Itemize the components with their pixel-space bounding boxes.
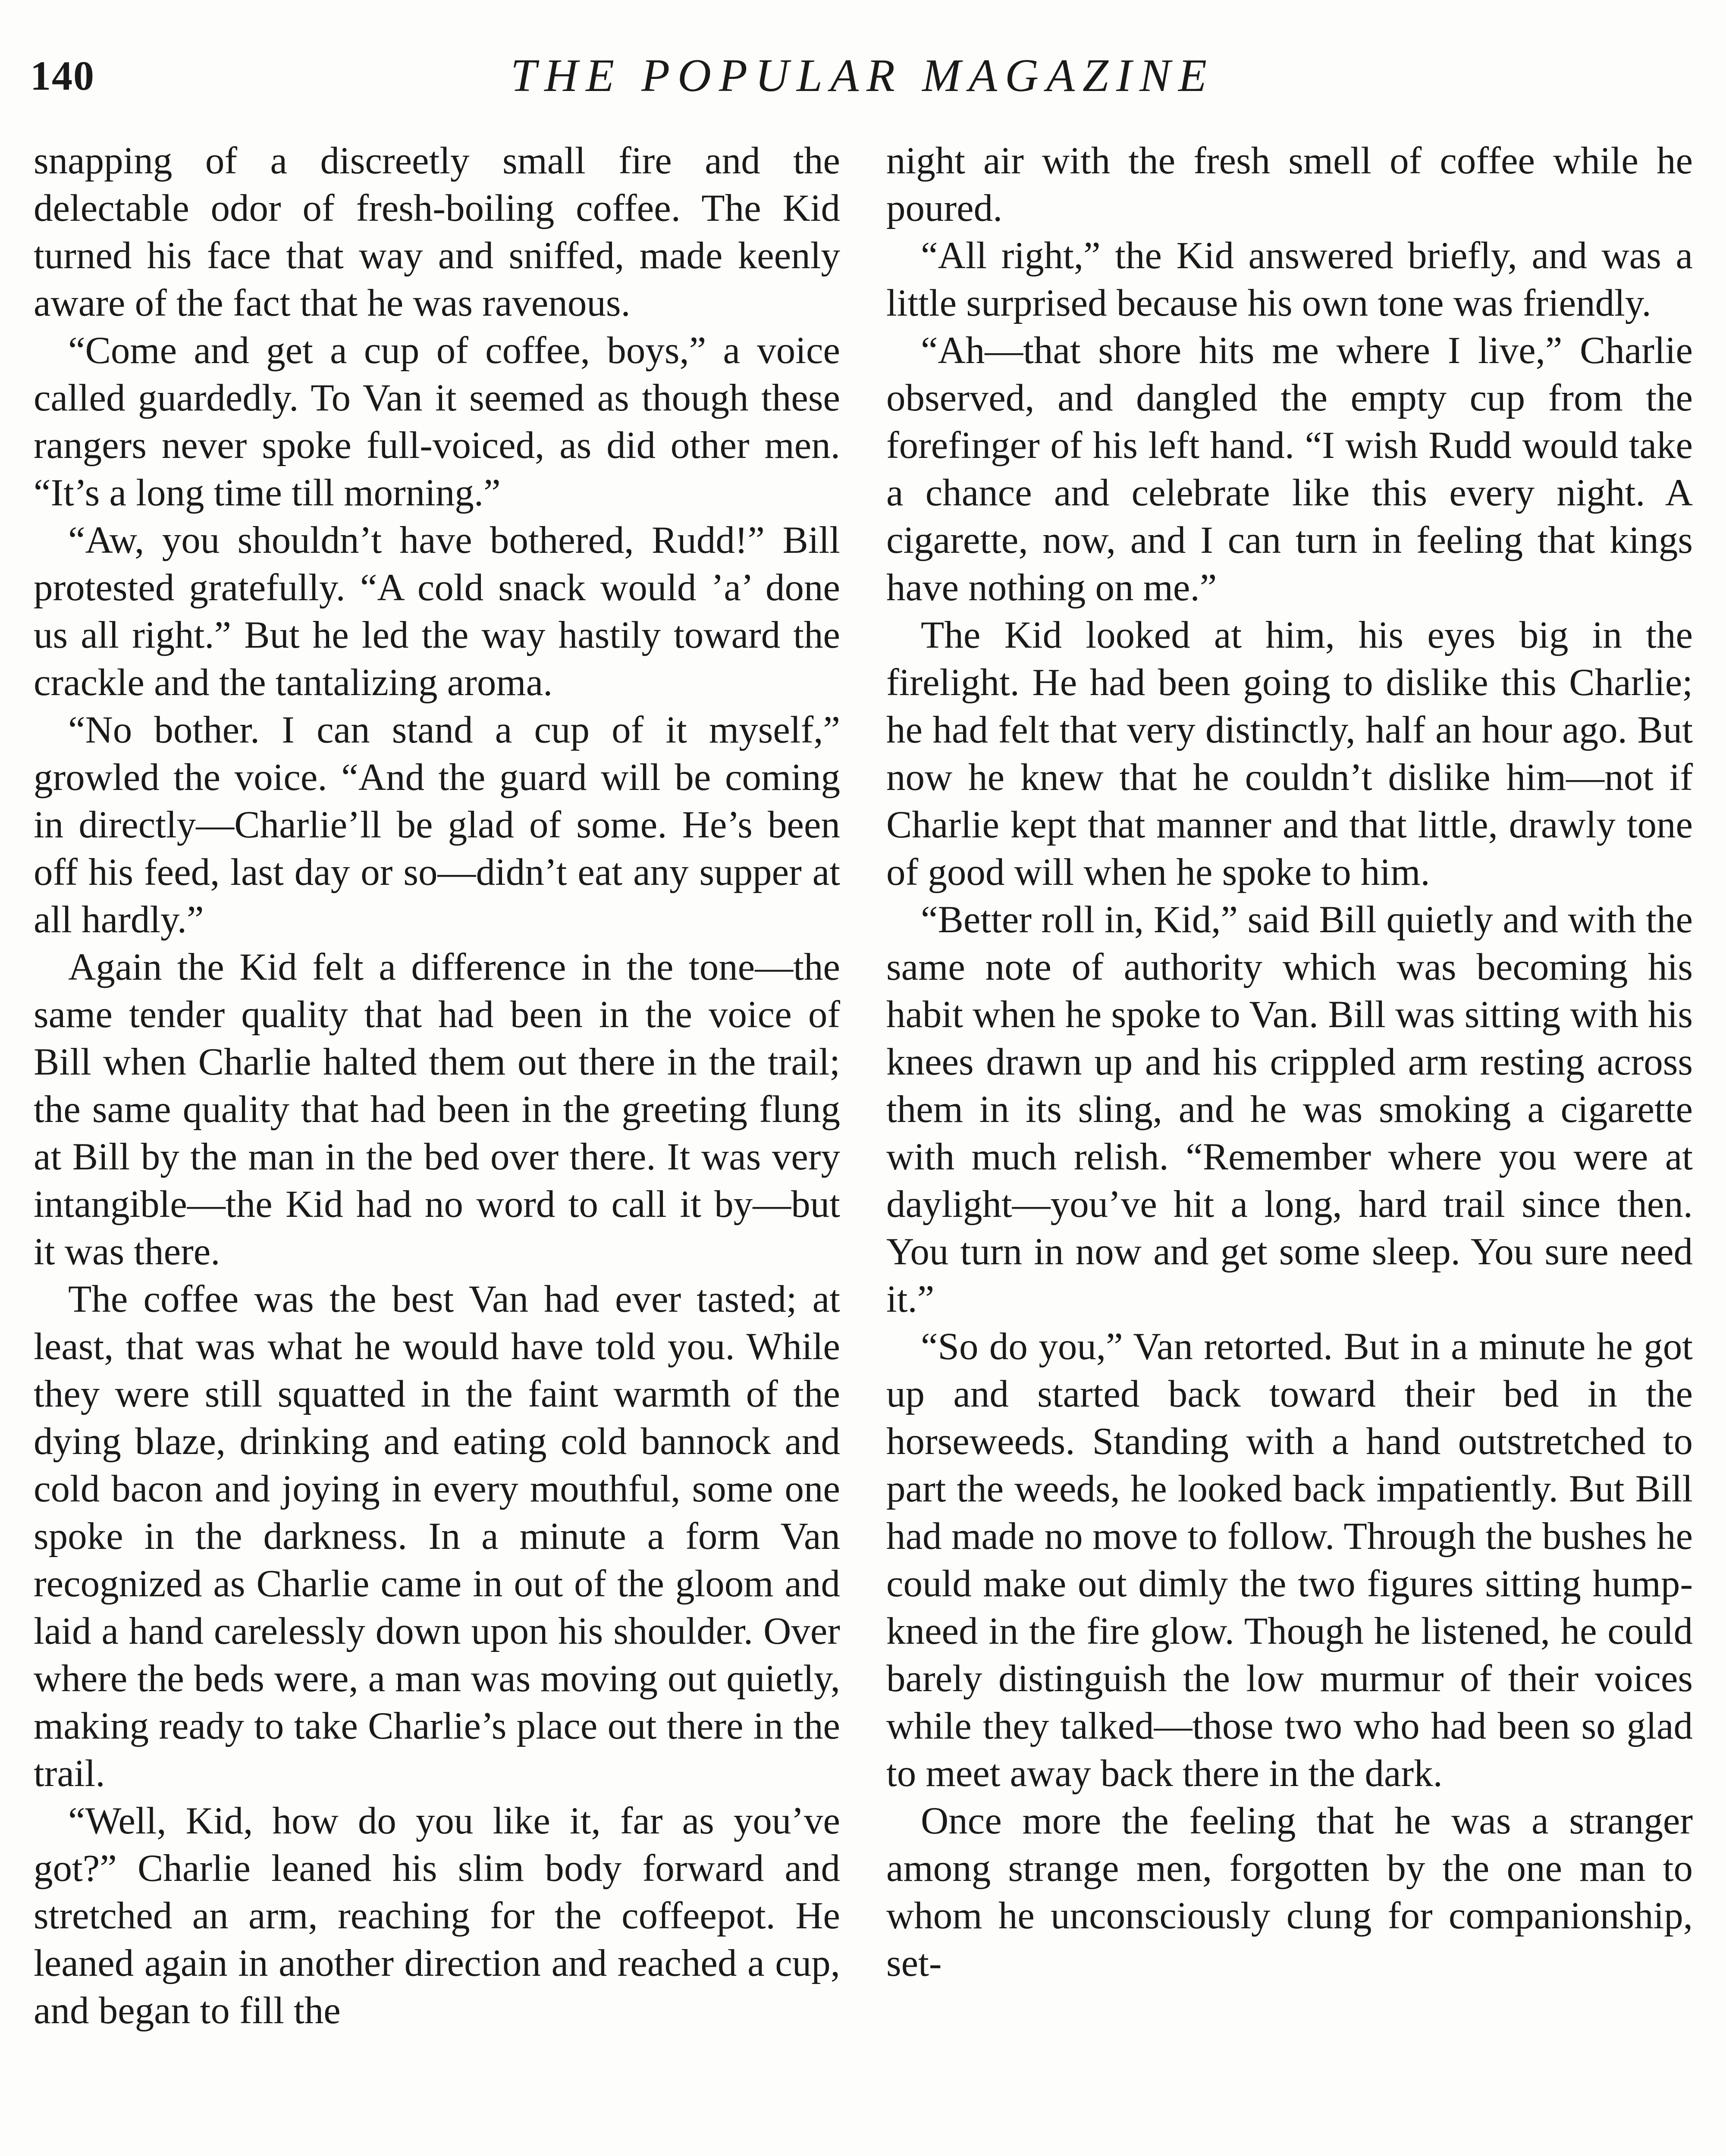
page-number: 140 [30,53,95,99]
left-column [34,137,840,2034]
page-header [30,52,1695,116]
paragraph: Again the Kid felt a difference in the tone—the same tender quality that had been in the voice of Bill when Charlie halted them out there in the trail; the same quality that had been in the greeting flung at Bill by the man in the bed over there. It was very intangible—the Kid had no word to call it by—but it was there. [34,946,840,1273]
paragraph: snapping of a discreetly small fire and the delectable odor of fresh-boiling coffee. The Kid turned his face that way and sniffed, made keenly aware of the fact that he was ravenous. [34,140,840,324]
paragraph: The Kid looked at him, his eyes big in the firelight. He had been going to dislike this Charlie; he had felt that very distinctly, half an hour ago. But now he knew that he couldn’t dislike him—not if Charlie kept that manner and that little, drawly tone of good will when he spoke to him. [886,614,1693,893]
paragraph: “Aw, you shouldn’t have bothered, Rudd!” Bill protested gratefully. “A cold snack would ’a’ done us all right.” But he led the way hastily toward the crackle and the tantalizing aroma. [34,519,840,704]
paragraph: “All right,” the Kid answered briefly, and was a little surprised because his own tone was friendly. [886,235,1693,324]
right-column [886,137,1693,1987]
paragraph: “Better roll in, Kid,” said Bill quietly and with the same note of authority which was becoming his habit when he spoke to Van. Bill was sitting with his knees drawn up and his crippled arm resting across them in its sling, and he was smoking a cigarette with much relish. “Remember where you were at daylight—you’ve hit a long, hard trail since then. You turn in now and get some sleep. You sure need it.” [886,899,1693,1320]
running-title: THE POPULAR MAGAZINE [511,50,1214,101]
paragraph: The coffee was the best Van had ever tasted; at least, that was what he would have told you. While they were still squatted in the faint warmth of the dying blaze, drinking and eating cold bannock and cold bacon and joying in every mouthful, some one spoke in the darkness. In a minute a form Van recognized as Charlie came in out of the gloom and laid a hand carelessly down upon his shoulder. Over where the beds were, a man was moving out quietly, making ready to take Charlie’s place out there in the trail. [34,1278,840,1795]
paragraph: “So do you,” Van retorted. But in a minute he got up and started back toward their bed in the horseweeds. Standing with a hand outstretched to part the weeds, he looked back impatiently. But Bill had made no move to follow. Through the bushes he could make out dimly the two figures sitting hump-kneed in the fire glow. Though he listened, he could barely distinguish the low murmur of their voices while they talked—those two who had been so glad to meet away back there in the dark. [886,1326,1693,1795]
paragraph: “Come and get a cup of coffee, boys,” a voice called guardedly. To Van it seemed as though these rangers never spoke full-voiced, as did other men. “It’s a long time till morning.” [34,329,840,514]
paragraph: “Well, Kid, how do you like it, far as you’ve got?” Charlie leaned his slim body forward and stretched an arm, reaching for the coffeepot. He leaned again in another direction and reached a cup, and began to fill the [34,1800,840,2032]
paragraph: night air with the fresh smell of coffee while he poured. [886,140,1693,229]
paragraph: “Ah—that shore hits me where I live,” Charlie observed, and dangled the empty cup from the forefinger of his left hand. “I wish Rudd would take a chance and celebrate like this every night. A cigarette, now, and I can turn in feeling that kings have nothing on me.” [886,329,1693,609]
paragraph: “No bother. I can stand a cup of it myself,” growled the voice. “And the guard will be coming in directly—Charlie’ll be glad of some. He’s been off his feed, last day or so—didn’t eat any supper at all hardly.” [34,709,840,941]
paragraph: Once more the feeling that he was a stranger among strange men, forgotten by the one man to whom he unconsciously clung for companionship, set- [886,1800,1693,1984]
